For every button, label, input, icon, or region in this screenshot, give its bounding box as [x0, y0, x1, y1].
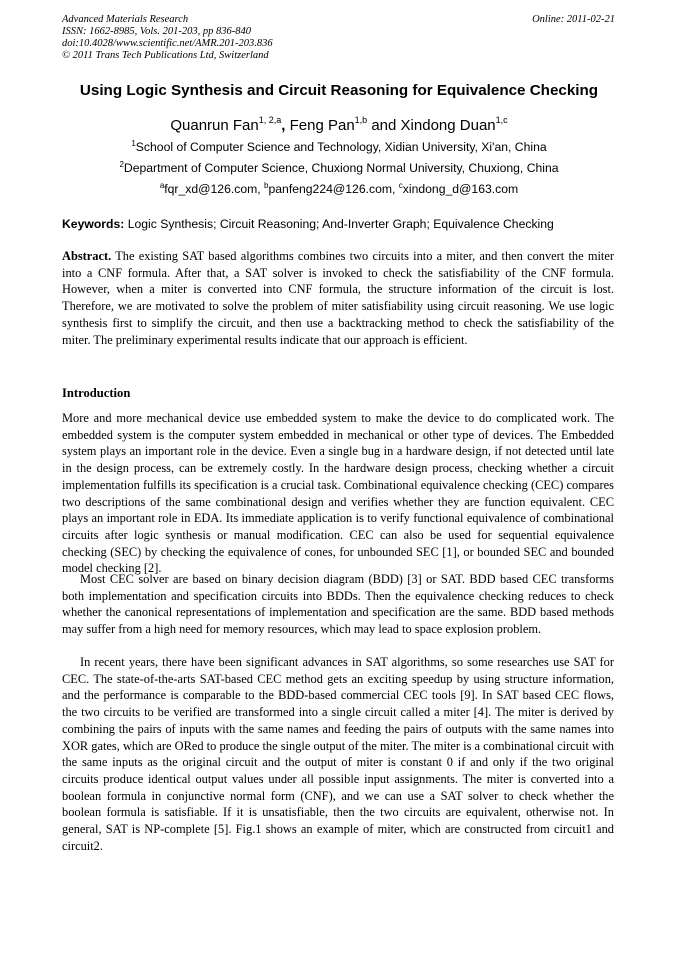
keywords	[62, 217, 554, 231]
affiliation-text: Department of Computer Science, Chuxiong Normal University, Chuxiong, China	[123, 161, 559, 175]
journal-header	[62, 14, 273, 62]
paper-title: Using Logic Synthesis and Circuit Reasoning for Equivalence Checking	[79, 82, 599, 99]
author-name: Xindong Duan	[400, 117, 496, 134]
email-mark: a	[159, 181, 165, 190]
author-separator: ,	[281, 117, 286, 134]
email-address: panfeng224@126.com,	[268, 182, 396, 196]
email-address: fqr_xd@126.com,	[164, 182, 261, 196]
affiliation-text: School of Computer Science and Technology, Xidian University, Xi'an, China	[135, 140, 547, 154]
online-date: Online: 2011-02-21	[532, 14, 615, 25]
intro-paragraph	[62, 571, 614, 638]
email-mark: b	[264, 181, 269, 190]
affiliation-mark: 2	[119, 160, 124, 169]
issn-line: ISSN: 1662-8985, Vols. 201-203, pp 836-840	[62, 26, 251, 37]
author-name: Quanrun Fan	[170, 117, 259, 134]
abstract-label: Abstract.	[62, 249, 112, 263]
keywords-label: Keywords:	[62, 217, 125, 231]
intro-paragraph-text: In recent years, there have been significant advances in SAT algorithms, so some researches use SAT for CEC. The state-of-the-arts SAT-based CEC method gets an exciting speedup by using structure information, and the performance is comparable to the BDD-based commercial CEC tools [9]. In SAT based CEC flows, the two circuits to be verified are transformed into a single circuit called a miter [4]. The miter is derived by combining the pairs of inputs with the same names and feeding the pairs of outputs with the same names into XOR gates, which are ORed to produce the single output of the miter. The miter is a combinational circuit with the same inputs as the original circuit and the output of miter is constant 0 if and only if the two original circuits produce identical output values under all possible input assignments. The miter is converted into a boolean formula in conjunctive normal form (CNF), and we can use a SAT solver to check whether the boolean formula is satisfiable. If it is unsatisfiable, then the two circuits are equivalent, otherwise not. In general, SAT is NP-complete [5]. Fig.1 shows an example of miter, which are constructed from circuit1 and circuit2.	[62, 655, 614, 853]
author-affiliation-mark: 1,b	[354, 115, 368, 125]
abstract-text: The existing SAT based algorithms combines two circuits into a miter, and then convert the miter into a CNF formula. After that, a SAT solver is invoked to check the satisfiability of the CNF formula. However, when a miter is converted into CNF formula, the structure information of the circuit is lost. Therefore, we are motivated to solve the problem of miter satisfiability using circuit reasoning. We use logic synthesis first to simplify the circuit, and then use a backtracking method to check the satisfiability of the miter. The preliminary experimental results indicate that our approach is efficient.	[62, 249, 614, 347]
copyright-line: © 2011 Trans Tech Publications Ltd, Switzerland	[62, 50, 269, 61]
email-line	[0, 181, 678, 196]
doi-line: doi:10.4028/www.scientific.net/AMR.201-203.836	[62, 38, 273, 49]
intro-paragraph: More and more mechanical device use embedded system to make the device to do complicated work. The embedded system is the computer system embedded in mechanical or other type of devices. The Embedded system plays an important role in the device. Even a single bug in a hardware design, if not detected until late in the design process, can be extremely costly. In the hardware design process, checking whether a circuit implementation fulfills its specification is a crucial task. Combinational equivalence checking (CEC) compares two descriptions of the same combinational design and verifies whether they are function equivalent. CEC plays an important role in EDA. Its immediate application is to verify functional equivalence of combinational circuits after logic synthesis or manual modification. CEC can also be used for sequential equivalence checking (SEC) by checking the equivalence of cones, for unbounded SEC [1], or bounded SEC and bounded model checking [2].	[62, 411, 614, 576]
abstract	[62, 248, 614, 348]
email-address: xindong_d@163.com	[402, 182, 519, 196]
email-mark: c	[398, 181, 403, 190]
affiliation	[0, 160, 678, 175]
author-line	[0, 115, 678, 134]
journal-name: Advanced Materials Research	[62, 14, 189, 25]
section-heading-introduction: Introduction	[62, 386, 131, 400]
author-conjunction: and	[371, 117, 397, 134]
keywords-text: Logic Synthesis; Circuit Reasoning; And-Inverter Graph; Equivalence Checking	[127, 217, 554, 231]
affiliation-mark: 1	[131, 139, 136, 148]
intro-paragraph-text: Most CEC solver are based on binary decision diagram (BDD) [3] or SAT. BDD based CEC transforms both implementation and specification circuits into BDDs. Then the equivalence checking reduces to check whether the canonical representations of implementation and specification are the same. BDD based methods may suffer from a high need for memory resources, which may lead to space explosion problem.	[62, 572, 614, 637]
author-affiliation-mark: 1, 2,a	[258, 115, 282, 125]
intro-paragraph	[62, 654, 614, 854]
author-affiliation-mark: 1,c	[495, 115, 508, 125]
affiliation	[0, 139, 678, 154]
author-name: Feng Pan	[289, 117, 355, 134]
